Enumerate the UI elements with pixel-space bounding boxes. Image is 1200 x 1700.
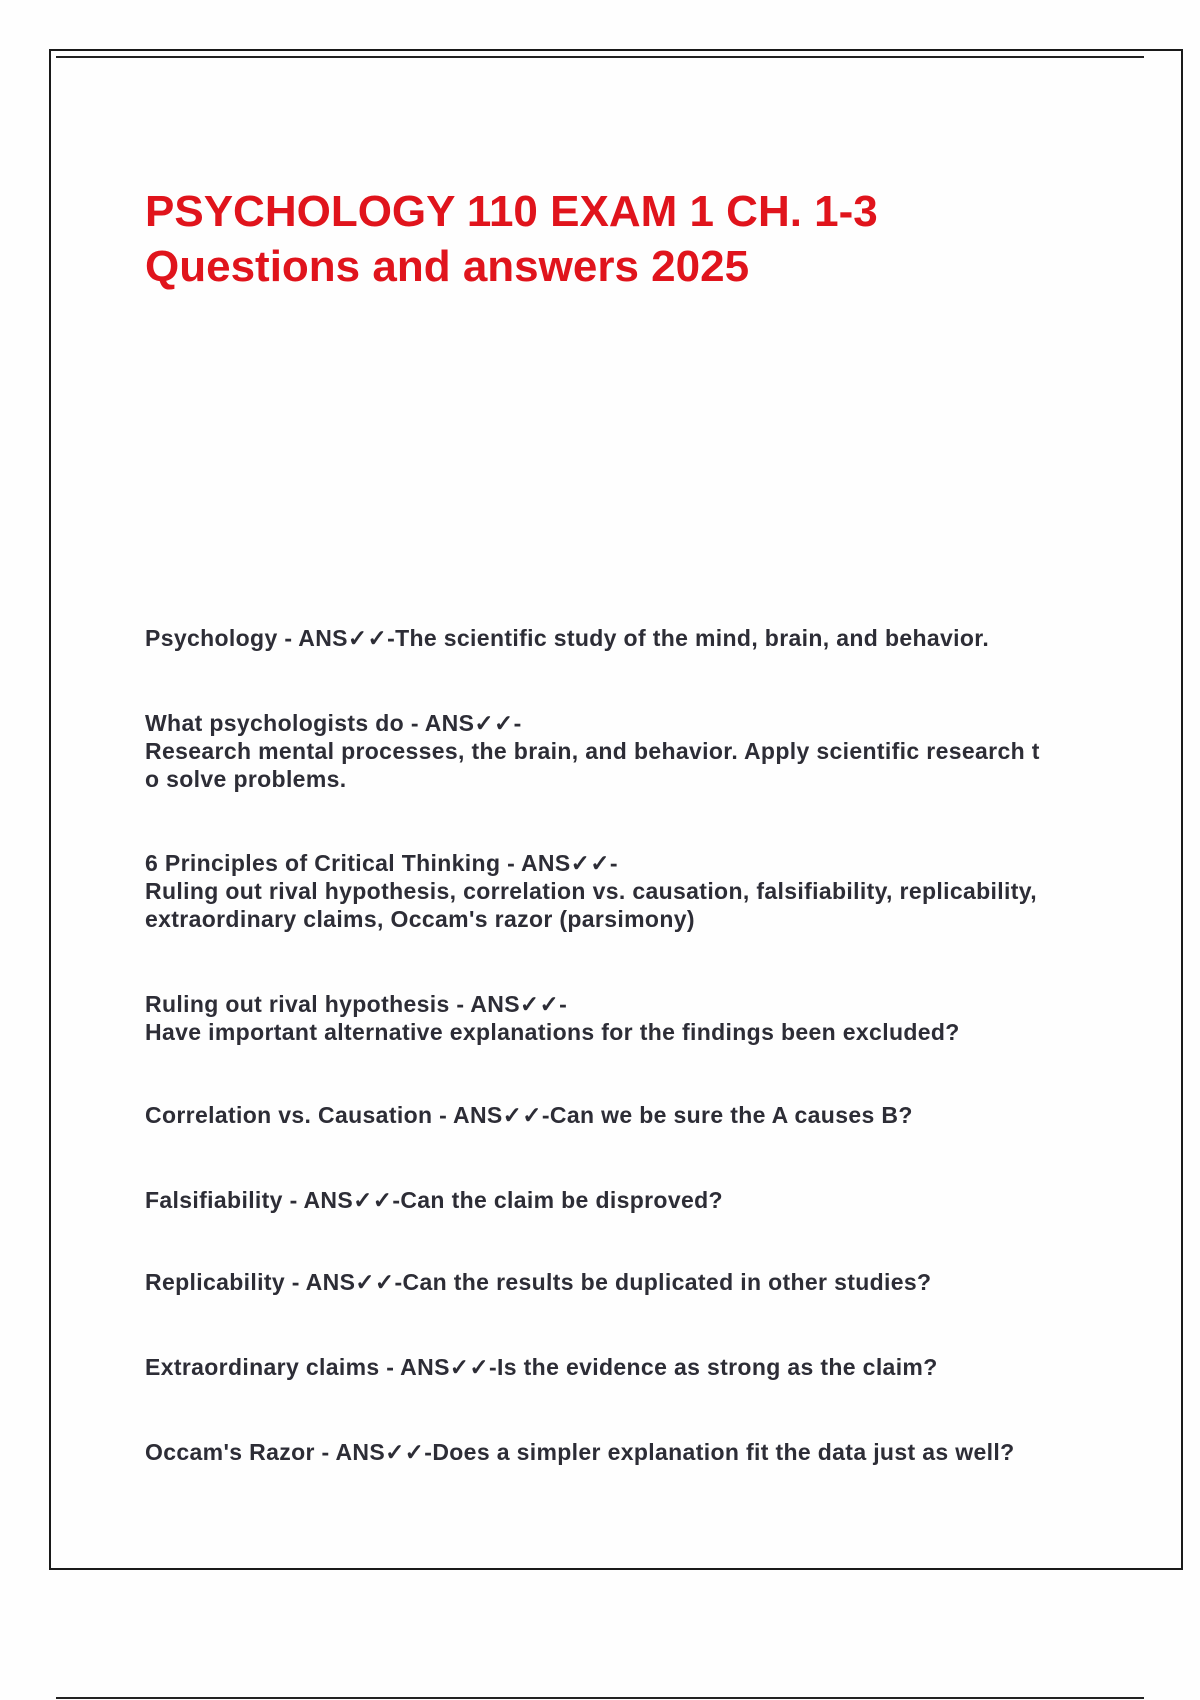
qa-entry-what-psychologists-do [145,709,1095,793]
qa-entry-rival-hypothesis [145,990,1095,1046]
qa-line: Ruling out rival hypothesis, correlation vs. causation, falsifiability, replicability, [145,878,1037,904]
qa-entry-occams-razor [145,1438,1095,1466]
document-title [145,184,1105,294]
qa-line: Psychology - ANS✓✓-The scientific study of the mind, brain, and behavior. [145,625,990,651]
qa-line: Occam's Razor - ANS✓✓-Does a simpler explanation fit the data just as well? [145,1439,1015,1465]
qa-line: What psychologists do - ANS✓✓- [145,710,522,736]
qa-line: extraordinary claims, Occam's razor (parsimony) [145,906,695,932]
qa-line: Research mental processes, the brain, and behavior. Apply scientific research t [145,738,1040,764]
qa-line: Correlation vs. Causation - ANS✓✓-Can we be sure the A causes B? [145,1102,913,1128]
qa-entry-replicability [145,1268,1095,1296]
qa-line: Have important alternative explanations for the findings been excluded? [145,1019,960,1045]
qa-entry-correlation-causation [145,1101,1095,1129]
bottom-rule [56,1697,1144,1699]
qa-line: Falsifiability - ANS✓✓-Can the claim be disproved? [145,1187,723,1213]
qa-line: o solve problems. [145,766,347,792]
title-line-2: Questions and answers 2025 [145,242,750,291]
qa-line: Extraordinary claims - ANS✓✓-Is the evidence as strong as the claim? [145,1354,938,1380]
qa-entry-falsifiability [145,1186,1095,1214]
qa-line: Ruling out rival hypothesis - ANS✓✓- [145,991,568,1017]
qa-entry-critical-thinking-principles [145,849,1095,933]
title-line-1: PSYCHOLOGY 110 EXAM 1 CH. 1-3 [145,187,878,236]
qa-entry-extraordinary-claims [145,1353,1095,1381]
qa-line: 6 Principles of Critical Thinking - ANS✓✓- [145,850,618,876]
qa-entry-psychology [145,624,1095,652]
qa-line: Replicability - ANS✓✓-Can the results be duplicated in other studies? [145,1269,932,1295]
